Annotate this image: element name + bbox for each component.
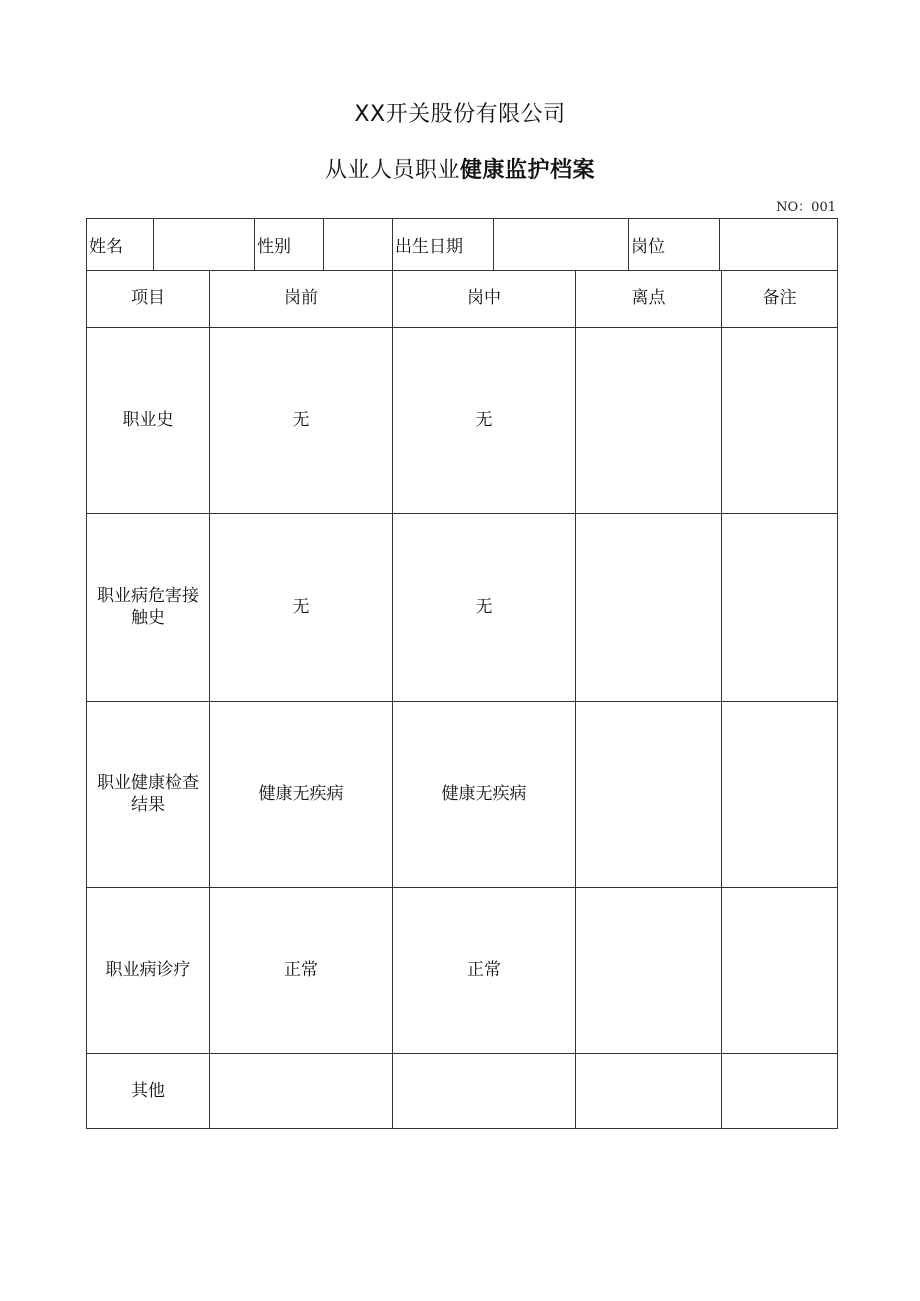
column-header-on-job: 岗中 xyxy=(393,270,576,327)
title-bold: 健康监护档案 xyxy=(460,158,596,183)
row-label: 职业史 xyxy=(87,327,210,513)
row-label: 职业健康检查结果 xyxy=(87,701,210,887)
table-row xyxy=(87,1053,838,1128)
row-label: 职业病诊疗 xyxy=(87,887,210,1053)
cell-pre-job[interactable]: 无 xyxy=(210,327,393,513)
cell-leave[interactable] xyxy=(576,327,722,513)
cell-on-job[interactable] xyxy=(393,1053,576,1128)
cell-pre-job[interactable]: 正常 xyxy=(210,887,393,1053)
table-row xyxy=(87,701,838,887)
title-regular: 从业人员职业 xyxy=(324,158,460,183)
birth-date-label: 出生日期 xyxy=(393,219,494,271)
document-number: NO：001 xyxy=(776,200,836,215)
company-name: XX开关股份有限公司 xyxy=(354,102,566,127)
cell-pre-job[interactable] xyxy=(210,1053,393,1128)
birth-date-value[interactable] xyxy=(494,219,629,271)
document-title xyxy=(0,154,920,188)
row-label: 其他 xyxy=(87,1053,210,1128)
table-row xyxy=(87,513,838,701)
cell-remarks[interactable] xyxy=(722,513,838,701)
column-header-remarks: 备注 xyxy=(722,270,838,327)
table-row xyxy=(87,327,838,513)
table-row xyxy=(87,887,838,1053)
post-value[interactable] xyxy=(720,219,838,271)
cell-leave[interactable] xyxy=(576,513,722,701)
health-record-table xyxy=(86,270,838,1129)
cell-pre-job[interactable]: 健康无疾病 xyxy=(210,701,393,887)
personal-info-table xyxy=(86,218,838,271)
cell-on-job[interactable]: 正常 xyxy=(393,887,576,1053)
column-header-leave: 离点 xyxy=(576,270,722,327)
cell-remarks[interactable] xyxy=(722,887,838,1053)
cell-leave[interactable] xyxy=(576,1053,722,1128)
cell-remarks[interactable] xyxy=(722,701,838,887)
column-header-pre-job: 岗前 xyxy=(210,270,393,327)
cell-leave[interactable] xyxy=(576,701,722,887)
row-label: 职业病危害接触史 xyxy=(87,513,210,701)
cell-on-job[interactable]: 无 xyxy=(393,327,576,513)
cell-remarks[interactable] xyxy=(722,327,838,513)
cell-remarks[interactable] xyxy=(722,1053,838,1128)
name-label: 姓名 xyxy=(87,219,154,271)
name-value[interactable] xyxy=(154,219,255,271)
post-label: 岗位 xyxy=(629,219,720,271)
column-header-item: 项目 xyxy=(87,270,210,327)
cell-on-job[interactable]: 健康无疾病 xyxy=(393,701,576,887)
gender-label: 性别 xyxy=(255,219,324,271)
cell-pre-job[interactable]: 无 xyxy=(210,513,393,701)
cell-on-job[interactable]: 无 xyxy=(393,513,576,701)
table-header-row xyxy=(87,270,838,327)
cell-leave[interactable] xyxy=(576,887,722,1053)
gender-value[interactable] xyxy=(324,219,393,271)
